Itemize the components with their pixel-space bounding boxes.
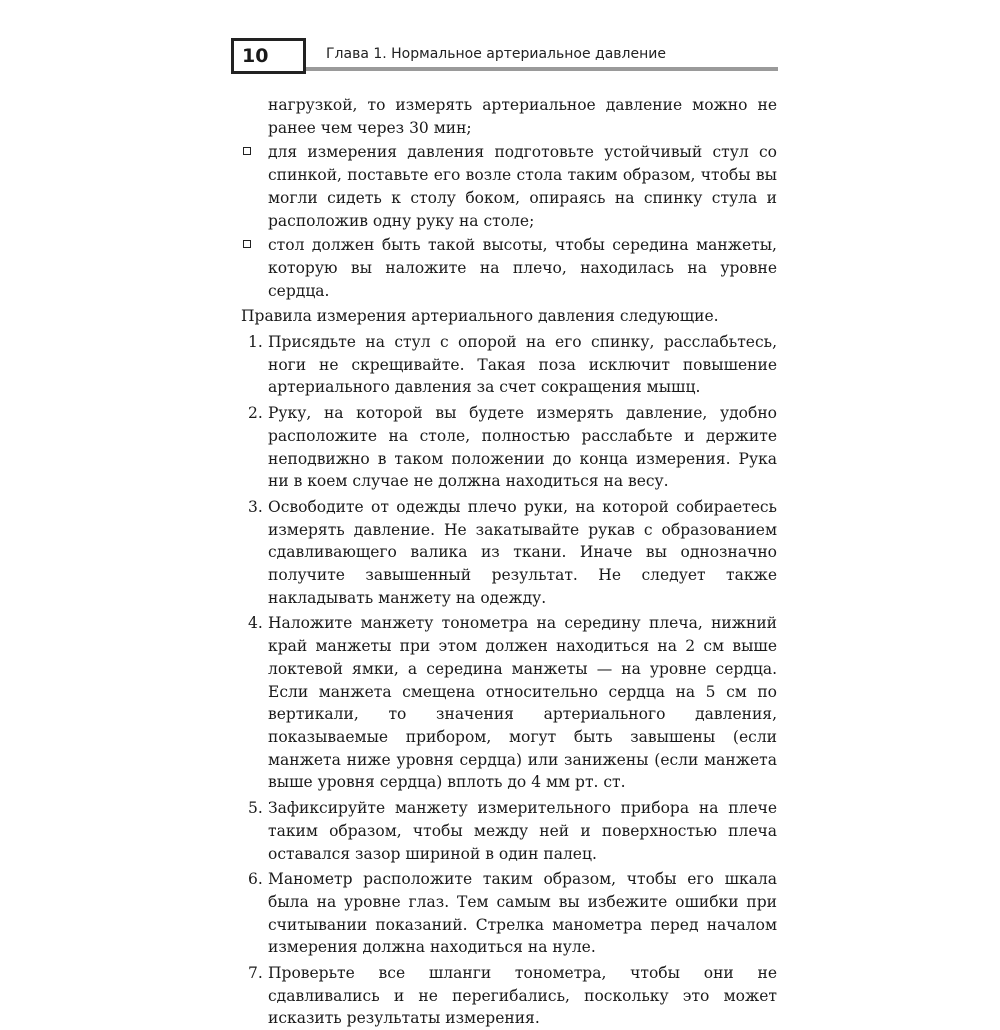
bullet-item <box>241 141 777 232</box>
item-number: 5. <box>248 799 263 818</box>
numbered-item <box>241 962 777 1030</box>
numbered-item <box>241 868 777 959</box>
bullet-item <box>241 234 777 302</box>
square-bullet-icon <box>243 147 251 155</box>
item-text: Освободите от одежды плечо руки, на которой собираетесь измерять давление. Не закатывайте рукав с образованием сдавливающего валика из ткани. Иначе вы однозначно получите завышенный результат. Не следует также накладывать манжету на одежду. <box>268 497 777 607</box>
item-number: 6. <box>248 870 263 889</box>
item-number: 3. <box>248 497 263 516</box>
item-number: 7. <box>248 964 263 983</box>
item-text: Присядьте на стул с опорой на его спинку, расслабьтесь, ноги не скрещивайте. Такая поза исключит повышение артериального давления за счет сокращения мышц. <box>268 333 777 397</box>
item-text: Манометр расположите таким образом, чтобы его шкала была на уровне глаз. Тем самым вы избежите ошибки при считывании показаний. Стрелка манометра перед началом измерения должна находиться на нуле. <box>268 870 777 957</box>
item-number: 4. <box>248 614 263 633</box>
numbered-item <box>241 612 777 794</box>
numbered-item <box>241 331 777 399</box>
page-body <box>241 94 777 1030</box>
item-text: Руку, на которой вы будете измерять давление, удобно расположите на столе, полностью расслабьте и держите неподвижно в таком положении до конца измерения. Рука ни в коем случае не должна находиться на весу. <box>268 404 777 491</box>
item-number: 2. <box>248 404 263 423</box>
bullet-text: стол должен быть такой высоты, чтобы середина манжеты, которую вы наложите на плечо, находилась на уровне сердца. <box>268 236 777 300</box>
page-number: 10 <box>231 38 306 74</box>
numbered-item <box>241 402 777 493</box>
header-rule <box>306 67 778 71</box>
item-text: Проверьте все шланги тонометра, чтобы они не сдавливались и не перегибались, поскольку это может исказить результаты измерения. <box>268 964 777 1028</box>
item-text: Наложите манжету тонометра на середину плеча, нижний край манжеты при этом должен находиться на 2 см выше локтевой ямки, а середина манжеты — на уровне сердца. Если манжета смещена относительно сердца на 5 см по вертикали, то значения артериального давления, показываемые прибором, могут быть завышены (если манжета ниже уровня сердца) или занижены (если манжета выше уровня сердца) вплоть до 4 мм рт. ст. <box>268 614 777 792</box>
rules-intro: Правила измерения артериального давления следующие. <box>241 307 719 326</box>
square-bullet-icon <box>243 240 251 248</box>
numbered-item <box>241 797 777 865</box>
item-number: 1. <box>248 333 263 352</box>
numbered-item <box>241 496 777 610</box>
bullet-text: для измерения давления подготовьте устойчивый стул со спинкой, поставьте его возле стола таким образом, чтобы вы могли сидеть к столу боком, опираясь на спинку стула и расположив одну руку на столе; <box>268 143 777 230</box>
running-header-title: Глава 1. Нормальное артериальное давление <box>326 46 666 62</box>
continuation-paragraph: нагрузкой, то измерять артериальное давление можно не ранее чем через 30 мин; <box>268 96 777 137</box>
item-text: Зафиксируйте манжету измерительного прибора на плече таким образом, чтобы между ней и поверхностью плеча оставался зазор шириной в один палец. <box>268 799 777 863</box>
